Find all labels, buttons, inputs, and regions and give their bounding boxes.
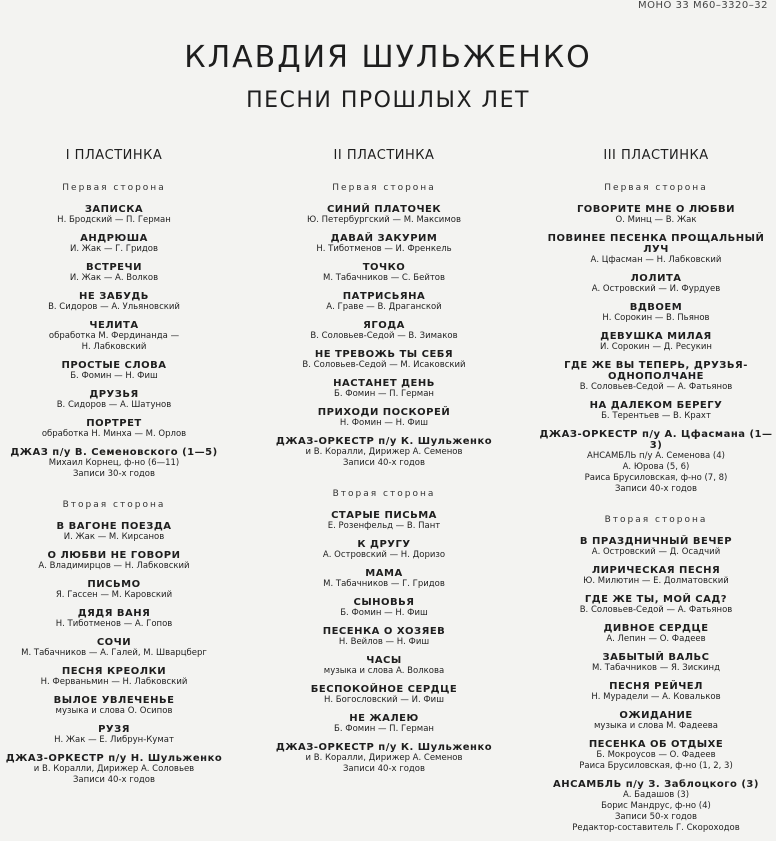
- track-entry: [0, 550, 234, 572]
- track-credits: Я. Гассен — М. Каровский: [55, 590, 173, 600]
- track-entry: [0, 320, 234, 353]
- track-entry: [536, 710, 776, 732]
- side-label: Первая сторона: [62, 183, 166, 193]
- record-3-column: [536, 150, 776, 841]
- track-entry: [536, 360, 776, 393]
- track-title: ЛОЛИТА: [630, 273, 682, 284]
- track-credits: В. Соловьев-Седой — А. Фатьянов: [579, 605, 733, 615]
- track-title: СОЧИ: [96, 637, 132, 648]
- track-credits: Б. Фомин — Н. Фиш: [70, 371, 158, 381]
- track-title: ОЖИДАНИЕ: [619, 710, 693, 721]
- track-entry: [0, 695, 234, 717]
- track-title: РУЗЯ: [98, 724, 130, 735]
- track-title: ЗАПИСКА: [84, 204, 144, 215]
- track-title: ПРИХОДИ ПОСКОРЕЙ: [317, 407, 451, 418]
- track-entry: [0, 447, 234, 480]
- track-entry: [0, 753, 234, 786]
- track-entry: [0, 666, 234, 688]
- track-entry: [264, 349, 504, 371]
- track-title: ДЖАЗ-ОРКЕСТР п/у К. Шульженко: [275, 436, 493, 447]
- track-title: ВДВОЕМ: [629, 302, 683, 313]
- side-label: Вторая сторона: [332, 489, 436, 499]
- track-title: ДЖАЗ-ОРКЕСТР п/у А. Цфасмана (1—3): [539, 429, 773, 451]
- track-title: ПЕСЕНКА О ХОЗЯЕВ: [322, 626, 446, 637]
- track-entry: [536, 273, 776, 295]
- track-entry: [536, 739, 776, 772]
- track-credits: А. Юрова (5, 6): [622, 462, 690, 472]
- track-entry: [0, 521, 234, 543]
- track-entry: [536, 302, 776, 324]
- track-credits: музыка и слова М. Фадеева: [594, 721, 718, 731]
- track-title: ПЕСЕНКА ОБ ОТДЫХЕ: [588, 739, 724, 750]
- track-title: АНДРЮША: [80, 233, 148, 244]
- track-credits: Редактор-составитель Г. Скороходов: [572, 823, 740, 833]
- track-entry: [536, 536, 776, 558]
- track-credits: музыка и слова А. Волкова: [323, 666, 445, 676]
- track-credits: Записи 50-х годов: [614, 812, 697, 822]
- side-label: Вторая сторона: [604, 515, 708, 525]
- track-credits: А. Бадашов (3): [622, 790, 690, 800]
- track-credits: Н. Мурадели — А. Ковальков: [591, 692, 721, 702]
- catalog-code: МОНО 33 М60–3320–32: [638, 0, 768, 11]
- track-credits: А. Лепин — О. Фадеев: [606, 634, 706, 644]
- track-title: О ЛЮБВИ НЕ ГОВОРИ: [47, 550, 181, 561]
- track-title: ДРУЗЬЯ: [89, 389, 139, 400]
- track-entry: [0, 724, 234, 746]
- track-title: ЧАСЫ: [366, 655, 402, 666]
- track-title: ЯГОДА: [363, 320, 405, 331]
- track-title: В ВАГОНЕ ПОЕЗДА: [56, 521, 172, 532]
- track-title: ЗАБЫТЫЙ ВАЛЬС: [602, 652, 710, 663]
- track-entry: [0, 637, 234, 659]
- track-entry: [536, 779, 776, 834]
- track-entry: [0, 579, 234, 601]
- track-credits: Ю. Милютин — Е. Долматовский: [583, 576, 729, 586]
- track-entry: [536, 233, 776, 266]
- side-label: Вторая сторона: [62, 500, 166, 510]
- track-credits: Записи 30-х годов: [72, 469, 155, 479]
- track-entry: [536, 429, 776, 495]
- track-entry: [536, 331, 776, 353]
- track-credits: О. Минц — В. Жак: [615, 215, 697, 225]
- track-entry: [0, 204, 234, 226]
- track-credits: Н. Фомин — Н. Фиш: [339, 418, 429, 428]
- track-credits: А. Островский — И. Фурдуев: [591, 284, 721, 294]
- track-title: ПЕСНЯ РЕЙЧЕЛ: [609, 681, 703, 692]
- track-credits: обработка М. Фердинанда —: [48, 331, 180, 341]
- track-credits: и В. Коралли, Дирижер А. Семенов: [305, 753, 463, 763]
- track-title: МАМА: [365, 568, 403, 579]
- track-credits: Н. Жак — Е. Либрун-Кумат: [54, 735, 174, 745]
- track-credits: АНСАМБЛЬ п/у А. Семенова (4): [587, 451, 725, 461]
- track-credits: В. Соловьев-Седой — В. Зимаков: [310, 331, 458, 341]
- album-artist-title: КЛАВДИЯ ШУЛЬЖЕНКО: [184, 40, 592, 75]
- track-title: ЧЕЛИТА: [89, 320, 139, 331]
- track-credits: А. Островский — Д. Осадчий: [591, 547, 721, 557]
- track-title: ПАТРИСЬЯНА: [342, 291, 426, 302]
- track-credits: Б. Фомин — П. Герман: [334, 724, 434, 734]
- track-title: ЛИРИЧЕСКАЯ ПЕСНЯ: [591, 565, 721, 576]
- track-entry: [0, 291, 234, 313]
- track-entry: [264, 320, 504, 342]
- track-credits: И. Жак — М. Кирсанов: [63, 532, 165, 542]
- track-entry: [0, 418, 234, 440]
- track-title: БЕСПОКОЙНОЕ СЕРДЦЕ: [310, 684, 458, 695]
- track-credits: Борис Мандрус, ф-но (4): [601, 801, 711, 811]
- track-credits: В. Сидоров — А. Шатунов: [56, 400, 172, 410]
- track-title: ДЖАЗ-ОРКЕСТР п/у К. Шульженко: [275, 742, 493, 753]
- track-title: НАСТАНЕТ ДЕНЬ: [333, 378, 435, 389]
- track-title: ВЫЛОЕ УВЛЕЧЕНЬЕ: [53, 695, 175, 706]
- track-credits: Б. Фомин — Н. Фиш: [340, 608, 428, 618]
- track-title: НЕ ТРЕВОЖЬ ТЫ СЕБЯ: [314, 349, 454, 360]
- track-entry: [536, 681, 776, 703]
- track-title: НЕ ЗАБУДЬ: [79, 291, 149, 302]
- track-credits: Б. Фомин — П. Герман: [334, 389, 434, 399]
- track-entry: [264, 510, 504, 532]
- track-title: ПИСЬМО: [87, 579, 141, 590]
- track-entry: [536, 623, 776, 645]
- track-credits: Н. Богословский — И. Фиш: [324, 695, 444, 705]
- track-title: ДЖАЗ-ОРКЕСТР п/у Н. Шульженко: [5, 753, 223, 764]
- track-title: ПЕСНЯ КРЕОЛКИ: [61, 666, 167, 677]
- track-entry: [0, 262, 234, 284]
- track-title: ВСТРЕЧИ: [86, 262, 142, 273]
- track-entry: [264, 291, 504, 313]
- track-credits: Записи 40-х годов: [342, 458, 425, 468]
- track-credits: Записи 40-х годов: [342, 764, 425, 774]
- track-title: СЫНОВЬЯ: [353, 597, 415, 608]
- track-entry: [264, 684, 504, 706]
- track-entry: [536, 652, 776, 674]
- track-credits: М. Табачников — Г. Гридов: [323, 579, 445, 589]
- album-subtitle: ПЕСНИ ПРОШЛЫХ ЛЕТ: [246, 88, 530, 113]
- track-entry: [536, 594, 776, 616]
- track-title: К ДРУГУ: [357, 539, 411, 550]
- track-credits: И. Жак — А. Волков: [69, 273, 159, 283]
- side-label: Первая сторона: [332, 183, 436, 193]
- track-title: ДЖАЗ п/у В. Семеновского (1—5): [10, 447, 218, 458]
- track-entry: [264, 378, 504, 400]
- record-label: III ПЛАСТИНКА: [603, 148, 709, 163]
- track-title: ПОВИНЕЕ ПЕСЕНКА ПРОЩАЛЬНЫЙ ЛУЧ: [547, 233, 765, 255]
- track-entry: [264, 204, 504, 226]
- track-credits: и В. Коралли, Дирижер А. Семенов: [305, 447, 463, 457]
- record-1-column: [0, 150, 234, 793]
- track-entry: [536, 565, 776, 587]
- track-credits: Б. Мокроусов — О. Фадеев: [596, 750, 716, 760]
- track-title: ДИВНОЕ СЕРДЦЕ: [603, 623, 709, 634]
- track-credits: Н. Тиботменов — И. Френкель: [316, 244, 452, 254]
- track-entry: [264, 436, 504, 469]
- track-credits: И. Сорокин — Д. Ресукин: [600, 342, 712, 352]
- record-2-column: [264, 150, 504, 782]
- track-credits: А. Островский — Н. Доризо: [322, 550, 446, 560]
- track-credits: В. Соловьев-Седой — А. Фатьянов: [579, 382, 733, 392]
- track-title: СИНИЙ ПЛАТОЧЕК: [326, 204, 442, 215]
- track-title: ГОВОРИТЕ МНЕ О ЛЮБВИ: [576, 204, 736, 215]
- track-entry: [264, 568, 504, 590]
- track-credits: Раиса Брусиловская, ф-но (1, 2, 3): [579, 761, 733, 771]
- track-entry: [264, 262, 504, 284]
- track-entry: [264, 597, 504, 619]
- track-title: ДЯДЯ ВАНЯ: [77, 608, 151, 619]
- track-title: ГДЕ ЖЕ ВЫ ТЕПЕРЬ, ДРУЗЬЯ-ОДНОПОЛЧАНЕ: [564, 360, 748, 382]
- record-label: I ПЛАСТИНКА: [65, 148, 163, 163]
- record-label: II ПЛАСТИНКА: [333, 148, 435, 163]
- track-credits: Михаил Корнец, ф-но (6—11): [48, 458, 180, 468]
- side-label: Первая сторона: [604, 183, 708, 193]
- track-credits: Записи 40-х годов: [72, 775, 155, 785]
- track-credits: и В. Коралли, Дирижер А. Соловьев: [33, 764, 195, 774]
- track-entry: [264, 626, 504, 648]
- track-entry: [264, 655, 504, 677]
- track-entry: [536, 204, 776, 226]
- track-title: НЕ ЖАЛЕЮ: [349, 713, 419, 724]
- track-title: ПРОСТЫЕ СЛОВА: [61, 360, 167, 371]
- track-credits: М. Табачников — Я. Зискинд: [592, 663, 720, 673]
- track-credits: М. Табачников — А. Галей, М. Шварцберг: [21, 648, 207, 658]
- track-title: ТОЧКО: [362, 262, 406, 273]
- track-title: ДЕВУШКА МИЛАЯ: [600, 331, 712, 342]
- track-credits: обработка Н. Минха — М. Орлов: [41, 429, 187, 439]
- track-credits: В. Соловьев-Седой — М. Исаковский: [302, 360, 466, 370]
- track-title: ПОРТРЕТ: [86, 418, 142, 429]
- track-entry: [264, 713, 504, 735]
- track-credits: В. Сидоров — А. Ульяновский: [48, 302, 180, 312]
- track-entry: [264, 233, 504, 255]
- track-credits: И. Жак — Г. Гридов: [70, 244, 158, 254]
- track-entry: [0, 233, 234, 255]
- track-credits: Н. Сорокин — В. Пьянов: [602, 313, 710, 323]
- track-credits: А. Цфасман — Н. Лабковский: [590, 255, 722, 265]
- track-entry: [536, 400, 776, 422]
- track-entry: [264, 742, 504, 775]
- track-credits: М. Табачников — С. Бейтов: [322, 273, 446, 283]
- track-title: НА ДАЛЕКОМ БЕРЕГУ: [589, 400, 723, 411]
- track-credits: Н. Бродский — П. Герман: [57, 215, 171, 225]
- track-credits: Н. Лабковский: [81, 342, 147, 352]
- track-credits: А. Владимирцов — Н. Лабковский: [38, 561, 190, 571]
- track-credits: Ю. Петербургский — М. Максимов: [307, 215, 461, 225]
- track-credits: Н. Ферваньмин — Н. Лабковский: [40, 677, 188, 687]
- track-credits: Е. Розенфельд — В. Пант: [327, 521, 441, 531]
- track-entry: [264, 407, 504, 429]
- track-title: СТАРЫЕ ПИСЬМА: [331, 510, 437, 521]
- track-entry: [0, 608, 234, 630]
- track-credits: А. Граве — В. Драганской: [326, 302, 442, 312]
- track-title: ДАВАЙ ЗАКУРИМ: [330, 233, 438, 244]
- track-credits: Н. Вейлов — Н. Фиш: [338, 637, 430, 647]
- track-title: АНСАМБЛЬ п/у З. Заблоцкого (3): [553, 779, 759, 790]
- track-entry: [0, 360, 234, 382]
- track-credits: Б. Терентьев — В. Крахт: [601, 411, 711, 421]
- track-credits: Раиса Брусиловская, ф-но (7, 8): [584, 473, 728, 483]
- track-entry: [264, 539, 504, 561]
- track-credits: Записи 40-х годов: [614, 484, 697, 494]
- track-credits: музыка и слова О. Осипов: [55, 706, 173, 716]
- track-entry: [0, 389, 234, 411]
- track-title: В ПРАЗДНИЧНЫЙ ВЕЧЕР: [579, 536, 733, 547]
- track-credits: Н. Тиботменов — А. Гопов: [55, 619, 173, 629]
- track-title: ГДЕ ЖЕ ТЫ, МОЙ САД?: [584, 594, 728, 605]
